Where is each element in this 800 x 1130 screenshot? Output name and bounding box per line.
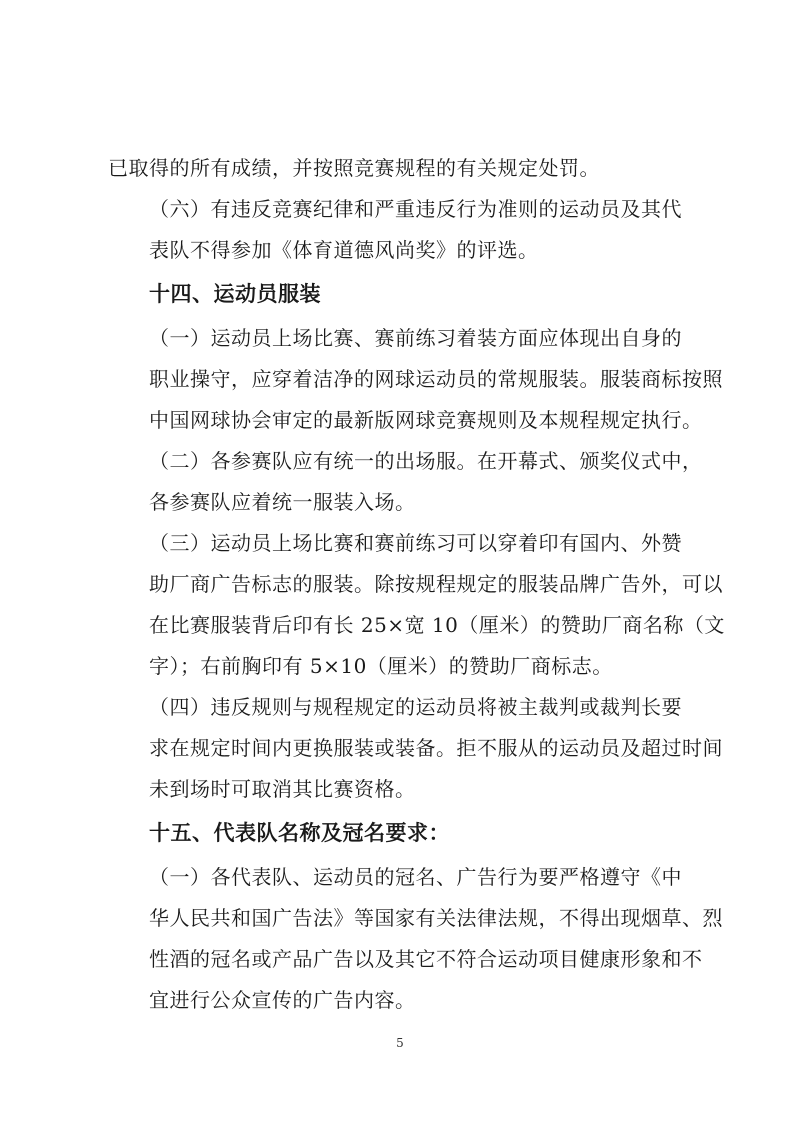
text-line: （三）运动员上场比赛和赛前练习可以穿着印有国内、外赞 <box>149 531 682 555</box>
text-line: 十五、代表队名称及冠名要求： <box>149 821 450 845</box>
paragraph <box>108 318 723 441</box>
document-body <box>108 148 725 1021</box>
text-line: 各参赛队应着统一服装入场。 <box>149 490 416 514</box>
text-line: 助厂商广告标志的服装。除按规程规定的服装品牌广告外，可以 <box>149 572 723 596</box>
text-line: 职业操守，应穿着洁净的网球运动员的常规服装。服装商标按照 <box>149 367 723 391</box>
text-line: 宜进行公众宣传的广告内容。 <box>149 988 416 1012</box>
text-line: （一）各代表队、运动员的冠名、广告行为要严格遵守《中 <box>149 865 682 889</box>
text-line: 性酒的冠名或产品广告以及其它不符合运动项目健康形象和不 <box>149 947 703 971</box>
paragraph <box>108 189 698 271</box>
text-line: （六）有违反竞赛纪律和严重违反行为准则的运动员及其代 <box>149 197 682 221</box>
text-line: 未到场时可取消其比赛资格。 <box>149 777 416 801</box>
section-heading <box>108 274 698 315</box>
text-line: 求在规定时间内更换服装或装备。拒不服从的运动员及超过时间 <box>149 736 723 760</box>
section-heading <box>108 813 698 854</box>
text-line: 表队不得参加《体育道德风尚奖》的评选。 <box>149 238 539 262</box>
text-line: 中国网球协会审定的最新版网球竞赛规则及本规程规定执行。 <box>149 408 703 432</box>
paragraph <box>108 441 703 523</box>
text-line: 十四、运动员服装 <box>149 282 321 306</box>
text-line: （二）各参赛队应有统一的出场服。在开幕式、颁奖仪式中， <box>149 449 703 473</box>
page-number: 5 <box>396 1036 404 1050</box>
paragraph <box>108 687 723 810</box>
text-line: （四）违反规则与规程规定的运动员将被主裁判或裁判长要 <box>149 695 682 719</box>
paragraph <box>108 857 723 1021</box>
text-line: 已取得的所有成绩，并按照竞赛规程的有关规定处罚。 <box>108 156 600 180</box>
text-line: 华人民共和国广告法》等国家有关法律法规，不得出现烟草、烈 <box>149 906 723 930</box>
text-line: 字）；右前胸印有 5×10（厘米）的赞助厂商标志。 <box>149 654 613 678</box>
paragraph <box>108 523 725 687</box>
paragraph <box>108 148 698 189</box>
text-line: 在比赛服装背后印有长 25×宽 10（厘米）的赞助厂商名称（文 <box>149 613 725 637</box>
text-line: （一）运动员上场比赛、赛前练习着装方面应体现出自身的 <box>149 326 682 350</box>
